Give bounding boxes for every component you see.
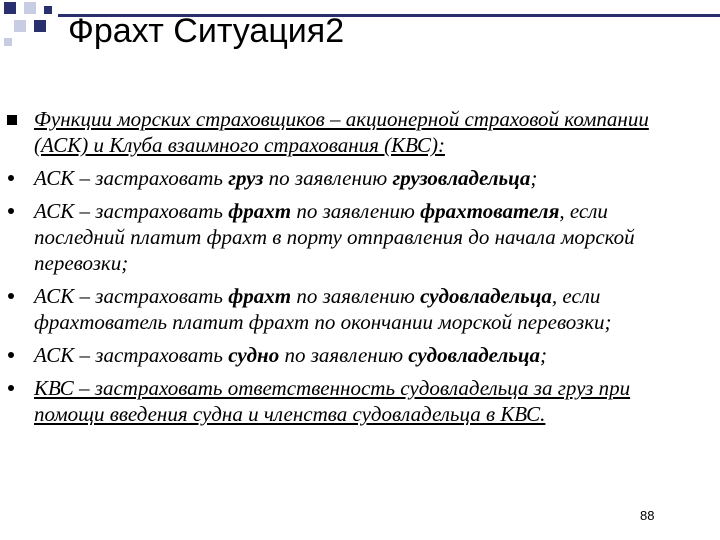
list-item-text [34,284,612,334]
list-item-text [34,166,537,190]
emphasis-text: судно [228,343,280,367]
text-segment: , если последний платит фрахт в порту отправления до начала морской перевозки; [34,199,635,275]
list-item-text [34,376,630,426]
square-bullet-icon [7,106,21,132]
text-segment: АСК – застраховать [34,166,229,190]
deco-square [14,20,26,32]
dot-bullet-icon [7,198,21,224]
emphasis-text: грузовладельца [392,166,531,190]
text-segment: КВС – застраховать ответственность судовладельца за груз при помощи введения судна и членства судовладельца в КВС. [34,376,631,426]
list-item [0,342,720,368]
deco-square [34,20,46,32]
emphasis-text: фрахтователя [420,199,560,223]
deco-square [24,2,36,14]
dot-bullet-icon [7,342,21,368]
page-number: 88 [640,508,655,523]
list-item [0,106,720,158]
text-segment: Функции морских страховщиков – акционерной страховой компании (АСК) и Клуба взаимного страхования (КВС): [34,107,649,157]
text-segment: АСК – застраховать [34,199,229,223]
list-item [0,283,720,335]
emphasis-text: груз [228,166,264,190]
text-segment: ; [530,166,538,190]
emphasis-text: судовладельца [408,343,541,367]
deco-square [4,2,16,14]
dot-bullet-icon [7,375,21,401]
list-item-text [34,107,649,157]
text-segment: АСК – застраховать [34,284,229,308]
text-segment: по заявлению [279,343,409,367]
list-item-text [34,343,547,367]
emphasis-text: фрахт [228,284,292,308]
emphasis-text: фрахт [228,199,292,223]
page-title: Фрахт Ситуация2 [68,12,345,50]
list-item [0,198,720,276]
list-item-text [34,199,635,275]
deco-square [44,6,52,14]
text-segment: АСК – застраховать [34,343,229,367]
text-segment: по заявлению [291,284,421,308]
text-segment: ; [540,343,548,367]
text-segment: по заявлению [263,166,393,190]
text-segment: по заявлению [291,199,421,223]
emphasis-text: судовладельца [420,284,552,308]
list-item [0,375,720,427]
dot-bullet-icon [7,165,21,191]
deco-square [4,38,12,46]
list-item [0,165,720,191]
dot-bullet-icon [7,283,21,309]
bullet-list [0,106,720,427]
text-segment: , если фрахтователь платит фрахт по окончании морской перевозки; [34,284,612,334]
